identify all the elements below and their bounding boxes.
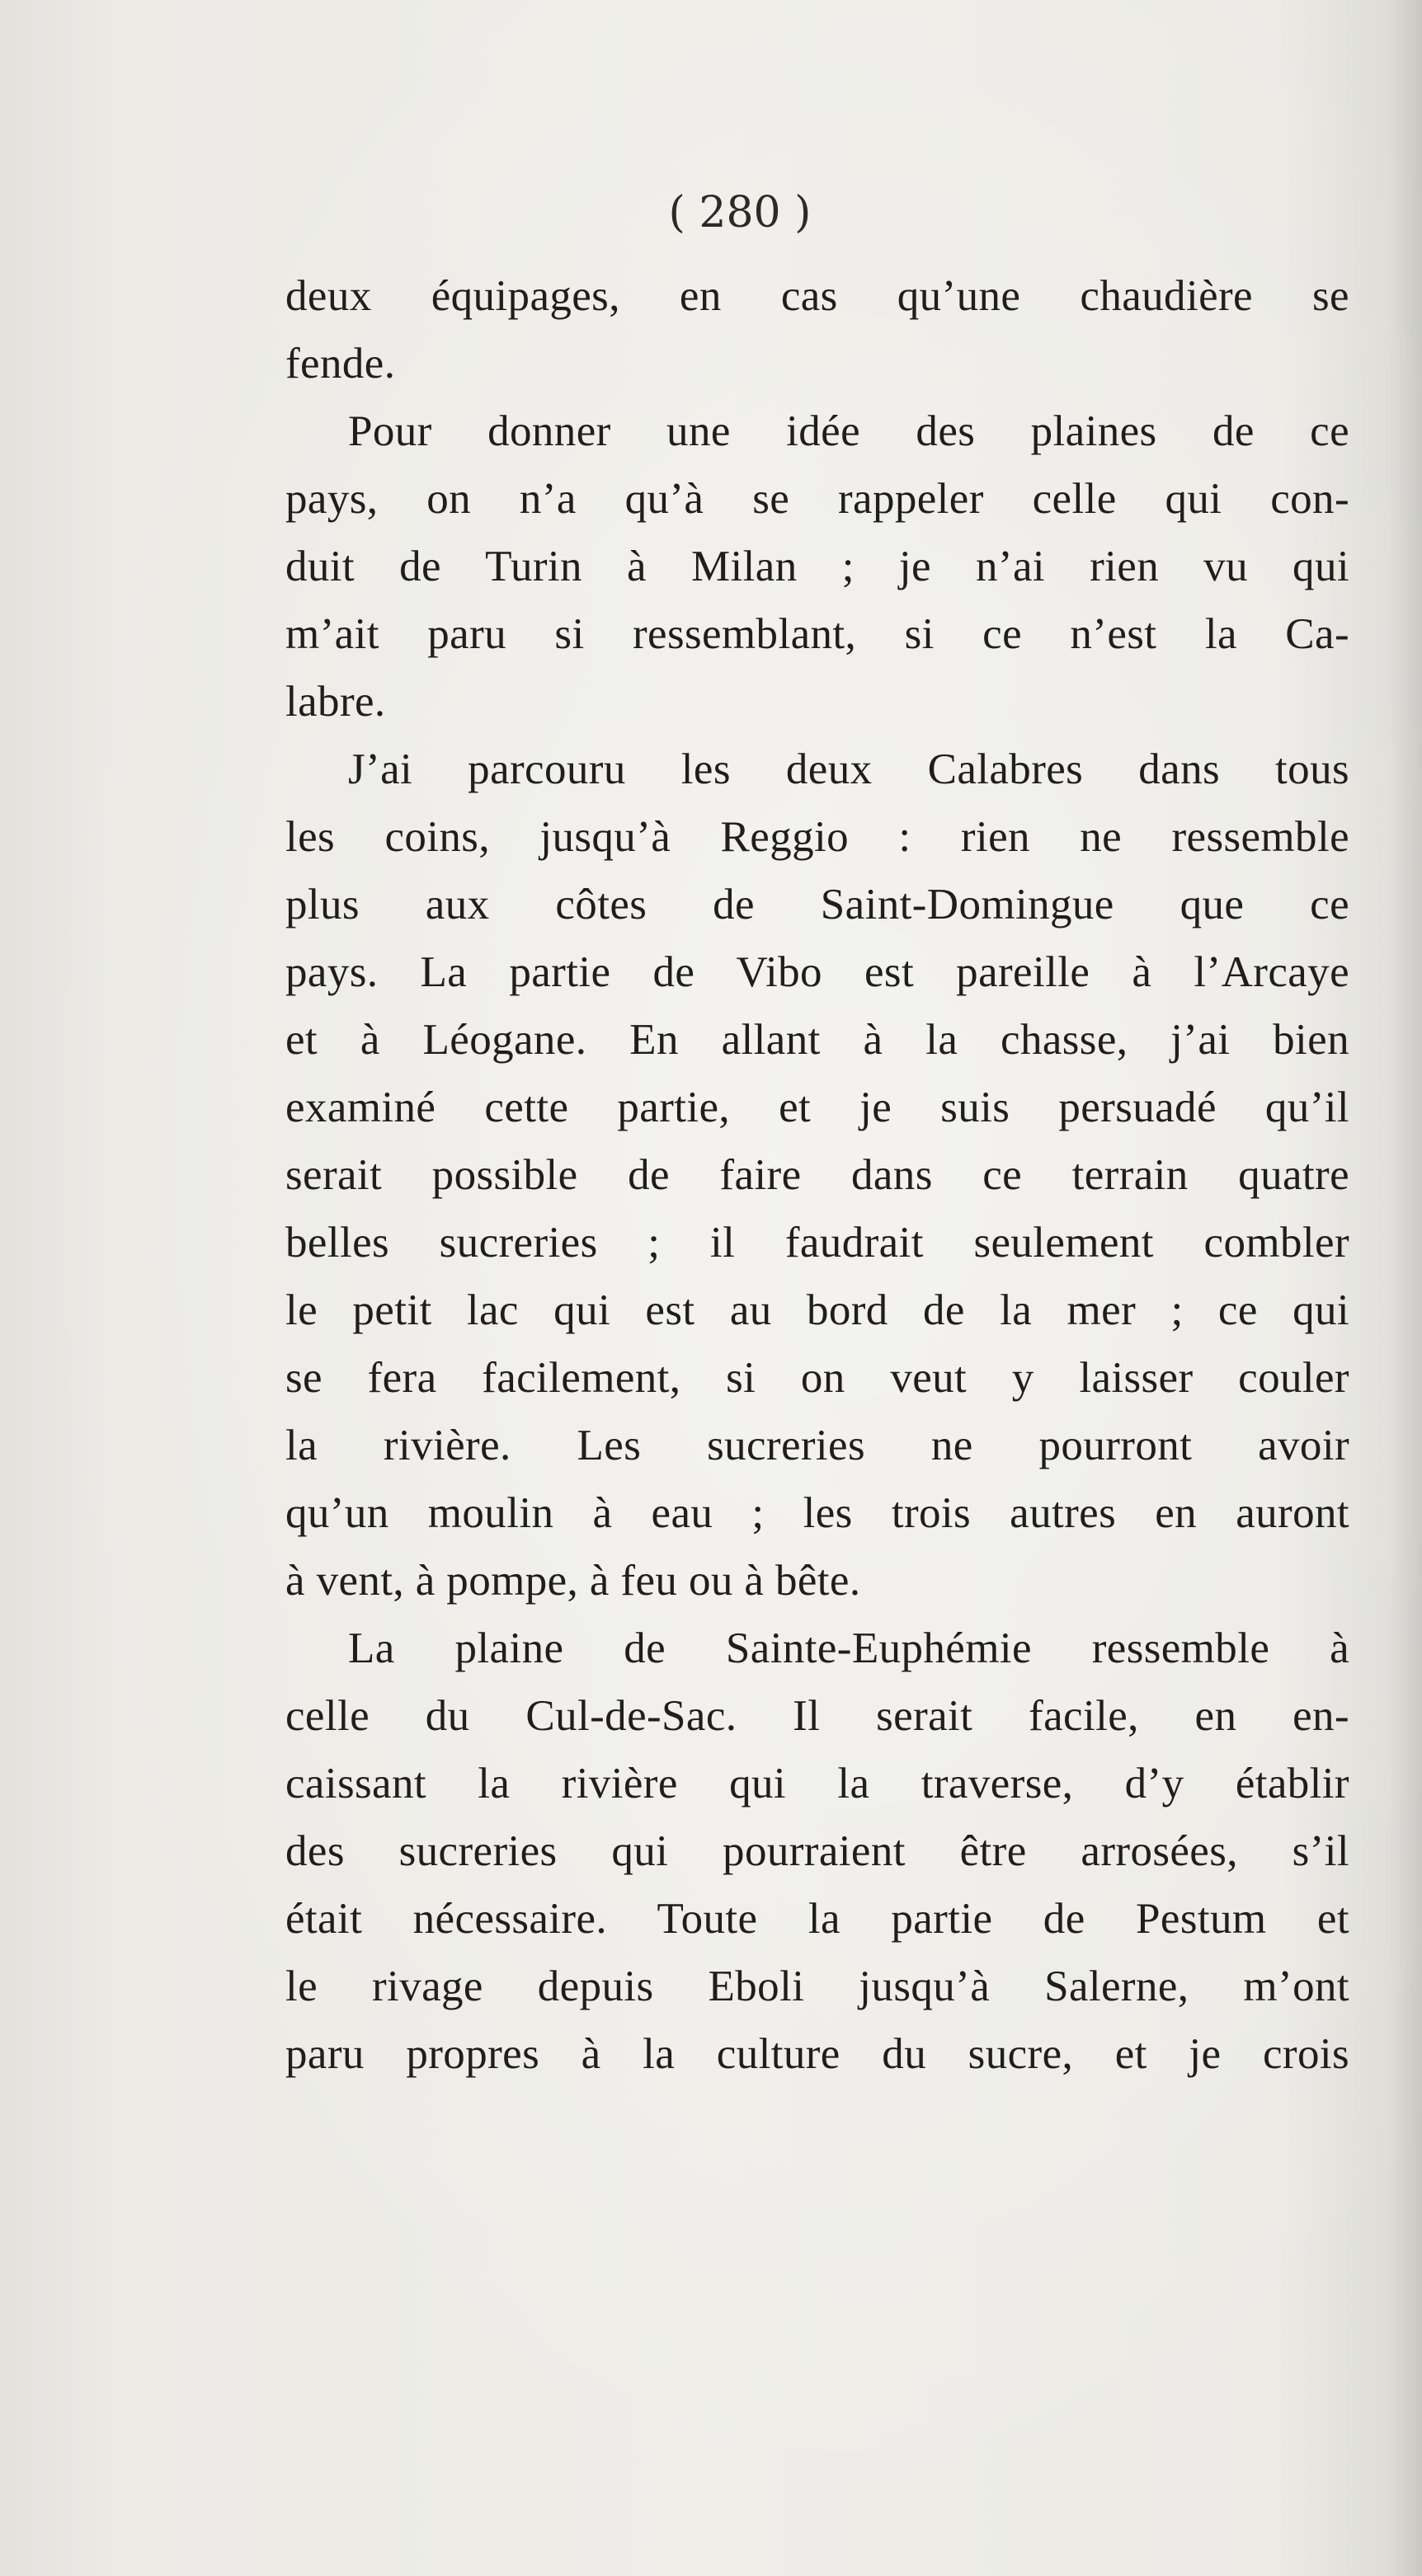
- body-text: [285, 262, 1349, 2088]
- text-line: qu’un moulin à eau ; les trois autres en auront: [285, 1489, 1349, 1537]
- page-number-header: ( 280 ): [668, 188, 812, 237]
- text-line: fende.: [285, 340, 396, 388]
- text-line: les coins, jusqu’à Reggio : rien ne ressemble: [285, 813, 1349, 861]
- text-line: deux équipages, en cas qu’une chaudière se: [285, 272, 1349, 320]
- text-line: La plaine de Sainte-Euphémie ressemble à: [348, 1624, 1349, 1672]
- page-edge-shadow: [1389, 0, 1422, 2576]
- text-line: examiné cette partie, et je suis persuadé qu’il: [285, 1084, 1349, 1131]
- text-line: labre.: [285, 678, 386, 726]
- text-line: le rivage depuis Eboli jusqu’à Salerne, m’ont: [285, 1963, 1349, 2010]
- text-line: caissant la rivière qui la traverse, d’y établir: [285, 1760, 1349, 1807]
- text-line: le petit lac qui est au bord de la mer ; ce qui: [285, 1286, 1349, 1334]
- text-line: Pour donner une idée des plaines de ce: [348, 407, 1349, 455]
- text-line: celle du Cul-de-Sac. Il serait facile, en en-: [285, 1692, 1349, 1740]
- text-line: m’ait paru si ressemblant, si ce n’est la Ca-: [285, 610, 1349, 658]
- text-line: des sucreries qui pourraient être arrosées, s’il: [285, 1827, 1349, 1875]
- text-line: belles sucreries ; il faudrait seulement combler: [285, 1219, 1349, 1267]
- text-line: duit de Turin à Milan ; je n’ai rien vu qui: [285, 543, 1349, 590]
- text-line: se fera facilement, si on veut y laisser couler: [285, 1354, 1349, 1402]
- text-line: paru propres à la culture du sucre, et je crois: [285, 2030, 1349, 2078]
- text-line: plus aux côtes de Saint-Domingue que ce: [285, 881, 1349, 928]
- text-line: J’ai parcouru les deux Calabres dans tous: [348, 745, 1349, 793]
- text-line: était nécessaire. Toute la partie de Pestum et: [285, 1895, 1349, 1943]
- text-line: à vent, à pompe, à feu ou à bête.: [285, 1557, 861, 1605]
- text-line: pays, on n’a qu’à se rappeler celle qui con-: [285, 475, 1349, 523]
- text-line: serait possible de faire dans ce terrain quatre: [285, 1151, 1349, 1199]
- text-line: la rivière. Les sucreries ne pourront avoir: [285, 1422, 1349, 1469]
- text-line: pays. La partie de Vibo est pareille à l’Arcaye: [285, 948, 1349, 996]
- text-line: et à Léogane. En allant à la chasse, j’ai bien: [285, 1016, 1349, 1064]
